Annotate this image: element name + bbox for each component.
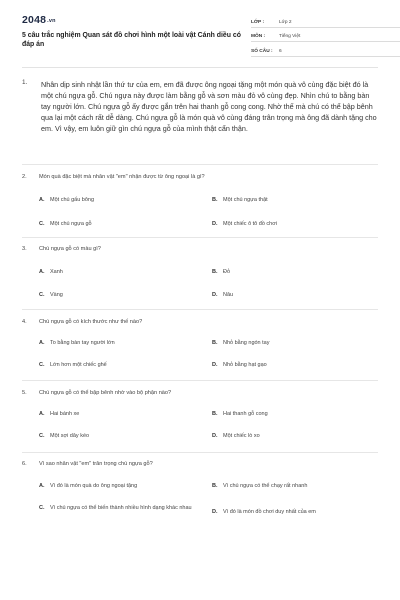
option-d[interactable] — [212, 508, 372, 516]
question-number: 3. — [22, 246, 27, 252]
option-a[interactable] — [39, 339, 199, 347]
question-3 — [22, 245, 378, 305]
option-b[interactable] — [212, 196, 372, 204]
option-text: Xanh — [50, 269, 63, 275]
question-text: Vì sao nhân vật "em" trân trọng chú ngựa gỗ? — [39, 461, 153, 467]
question-text: Món quà đặc biệt mà nhân vật "em" nhận được từ ông ngoại là gì? — [39, 174, 205, 180]
option-letter: C. — [39, 505, 45, 511]
question-number: 4. — [22, 319, 27, 325]
question-5 — [22, 389, 378, 449]
option-letter: B. — [212, 269, 218, 275]
option-letter: D. — [212, 292, 218, 298]
option-letter: A. — [39, 269, 45, 275]
page-header — [22, 0, 378, 68]
meta-row-count — [251, 44, 400, 57]
option-c[interactable] — [39, 432, 199, 440]
option-text: Một chiếc lò xo — [223, 433, 260, 439]
meta-value: Lớp 2 — [279, 19, 292, 25]
option-text: Một chú gấu bông — [50, 197, 95, 203]
option-text: Một sợi dây kéo — [50, 433, 90, 439]
option-letter: D. — [212, 509, 218, 515]
option-a[interactable] — [39, 410, 199, 418]
option-a[interactable] — [39, 482, 199, 490]
option-d[interactable] — [212, 291, 372, 299]
option-text: Vì đó là món quà do ông ngoại tặng — [50, 483, 138, 489]
meta-value: 6 — [279, 48, 282, 54]
option-d[interactable] — [212, 432, 372, 440]
option-letter: B. — [212, 340, 218, 346]
option-letter: C. — [39, 433, 45, 439]
option-letter: B. — [212, 411, 218, 417]
divider — [22, 452, 378, 453]
question-number: 5. — [22, 390, 27, 396]
option-letter: A. — [39, 340, 45, 346]
option-text: Một chú ngựa thật — [223, 197, 268, 203]
option-text: Hai bánh xe — [50, 411, 80, 417]
question-6 — [22, 460, 378, 530]
question-4 — [22, 318, 378, 378]
option-c[interactable] — [39, 220, 199, 228]
logo-text: 2048 — [22, 14, 47, 26]
option-d[interactable] — [212, 220, 372, 228]
option-a[interactable] — [39, 196, 199, 204]
meta-value: Tiếng Việt — [279, 34, 301, 39]
option-letter: C. — [39, 292, 45, 298]
passage-number: 1. — [22, 79, 28, 86]
site-logo[interactable] — [22, 14, 56, 26]
option-a[interactable] — [39, 268, 199, 276]
option-c[interactable] — [39, 504, 199, 512]
divider — [22, 380, 378, 381]
meta-label: MÔN : — [251, 34, 266, 39]
option-letter: A. — [39, 197, 45, 203]
option-letter: A. — [39, 411, 45, 417]
option-b[interactable] — [212, 268, 372, 276]
question-text: Chú ngựa gỗ có thể bập bênh nhờ vào bộ phận nào? — [39, 390, 172, 396]
option-letter: B. — [212, 197, 218, 203]
option-letter: D. — [212, 221, 218, 227]
option-b[interactable] — [212, 410, 372, 418]
question-2 — [22, 173, 378, 233]
option-letter: A. — [39, 483, 45, 489]
question-number: 6. — [22, 461, 27, 467]
passage-text: Nhân dịp sinh nhật lần thứ tư của em, em đã được ông ngoại tặng một món quà vô cùng đặc biệt đó là một chú ngựa gỗ. Chú ngựa này được làm bằng gỗ và sơn màu đỏ vô cùng đẹp. Nhìn chú to bằng bàn tay người lớn. Chú ngựa gỗ ấy được gắn trên hai thanh gỗ cong cong. Nhờ thế mà chú có thể bập bênh qua lại một cách rất dễ dàng. Chú ngựa gỗ là món quà vô cùng đáng trân trọng mà ông đã dành tặng cho em. Vì vậy, em luôn giữ gìn chú ngựa gỗ của mình thật cẩn thận. — [41, 80, 377, 134]
question-text: Chú ngựa gỗ có kích thước như thế nào? — [39, 319, 143, 325]
option-text: Vì đó là món đồ chơi duy nhất của em — [223, 509, 316, 515]
reading-passage — [22, 79, 378, 134]
option-text: To bằng bàn tay người lớn — [50, 340, 115, 346]
meta-label: SỐ CÂU : — [251, 48, 273, 54]
divider — [22, 164, 378, 165]
document-title: 5 câu trắc nghiệm Quan sát đồ chơi hình một loài vật Cánh diều có đáp án — [22, 32, 241, 48]
option-letter: D. — [212, 362, 218, 368]
option-text: Một chiếc ô tô đồ chơi — [223, 221, 278, 227]
option-c[interactable] — [39, 291, 199, 299]
option-text: Vàng — [50, 292, 63, 298]
option-text: Đỏ — [223, 269, 231, 275]
meta-row-subject — [251, 30, 400, 43]
option-b[interactable] — [212, 339, 372, 347]
meta-info — [251, 15, 400, 59]
divider — [22, 309, 378, 310]
option-letter: D. — [212, 433, 218, 439]
question-number: 2. — [22, 174, 27, 180]
option-letter: C. — [39, 362, 45, 368]
option-text: Nhỏ bằng hạt gạo — [223, 362, 267, 368]
option-text: Nâu — [223, 292, 234, 298]
meta-row-class — [251, 15, 400, 28]
option-text: Lớn hơn một chiếc ghế — [50, 362, 107, 368]
option-d[interactable] — [212, 361, 372, 369]
option-letter: C. — [39, 221, 45, 227]
logo-suffix: .vn — [47, 18, 56, 24]
divider — [22, 237, 378, 238]
option-text: Vì chú ngựa có thể biến thành nhiều hình dạng khác nhau — [50, 505, 192, 511]
option-text: Hai thanh gỗ cong — [223, 411, 268, 417]
option-c[interactable] — [39, 361, 199, 369]
option-letter: B. — [212, 483, 218, 489]
option-text: Một chú ngựa gỗ — [50, 221, 92, 227]
meta-label: LỚP : — [251, 19, 265, 25]
option-text: Nhỏ bằng ngón tay — [223, 340, 270, 346]
question-text: Chú ngựa gỗ có màu gì? — [39, 246, 101, 252]
option-b[interactable] — [212, 482, 372, 490]
option-text: Vì chú ngựa có thể chạy rất nhanh — [223, 483, 308, 489]
